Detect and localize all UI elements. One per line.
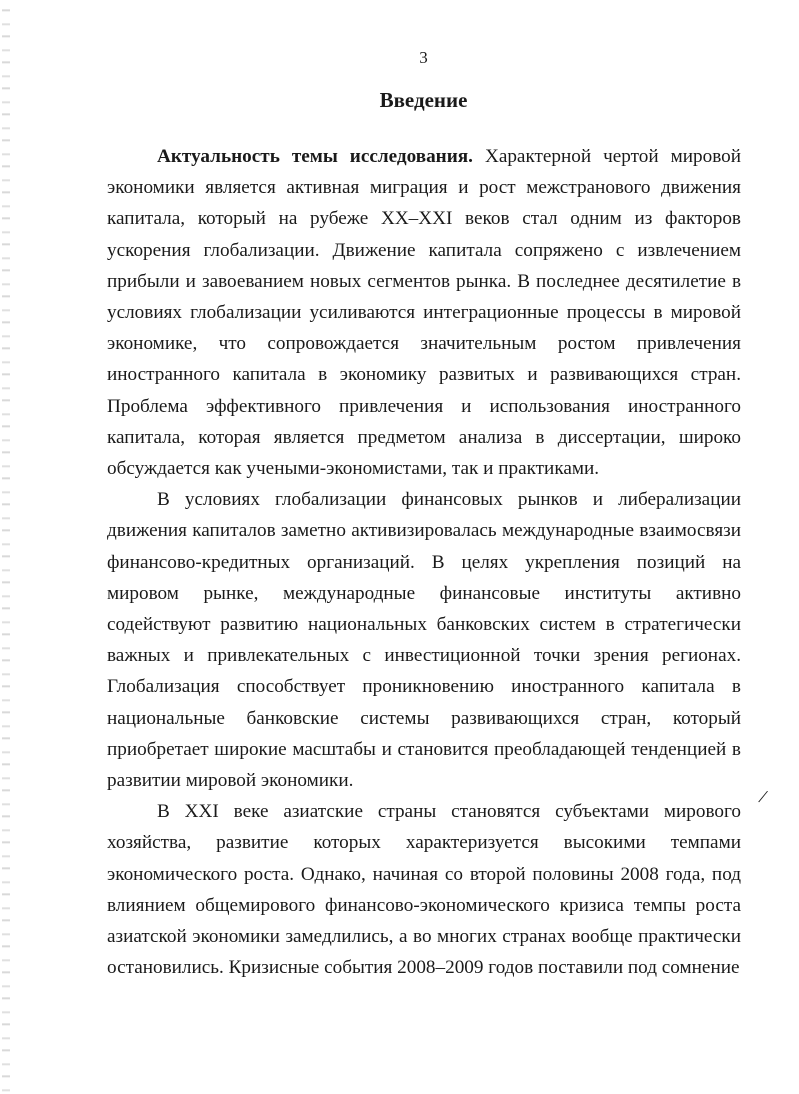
page-number: 3 [419,48,428,67]
margin-mark: / [756,785,770,809]
paragraph-lead: Актуальность темы исследования. [157,146,473,167]
scan-edge-artifact [2,0,10,1094]
paragraph-2: В условиях глобализации финансовых рынков и либерализации движения капиталов заметно активизировалась международные взаимосвязи финансово-кредитных организаций. В целях укрепления позиций на мировом рынке, международные финансовые институты активно содействуют развитию национальных банковских систем в стратегически важных и привлекательных с инвестиционной точки зрения регионах. Глобализация способствует проникновению иностранного капитала в национальные банковские системы развивающихся стран, который приобретает широкие масштабы и становится преобладающей тенденцией в развитии мировой экономики. [107,489,741,792]
paragraph-3: В XXI веке азиатские страны становятся субъектами мирового хозяйства, развитие которых характеризуется высокими темпами экономического роста. Однако, начиная со второй половины 2008 года, под влиянием общемирового финансово-экономического кризиса темпы роста азиатской экономики замедлились, а во многих странах вообще практически остановились. Кризисные события 2008–2009 годов поставили под сомнение [107,801,741,979]
section-title: Введение [379,88,468,112]
body-text [107,141,741,983]
paragraph-1 [107,141,741,484]
paragraph-text: Характерной чертой мировой экономики является активная миграция и рост межстранового движения капитала, который на рубеже XX–XXI веков стал одним из факторов ускорения глобализации. Движение капитала сопряжено с извлечением прибыли и завоеванием новых сегментов рынка. В последнее десятилетие в условиях глобализации усиливаются интеграционные процессы в мировой экономике, что сопровождается значительным ростом привлечения иностранного капитала в экономику развитых и развивающихся стран. Проблема эффективного привлечения и использования иностранного капитала, которая является предметом анализа в диссертации, широко обсуждается как учеными-экономистами, так и практиками. [107,146,741,480]
